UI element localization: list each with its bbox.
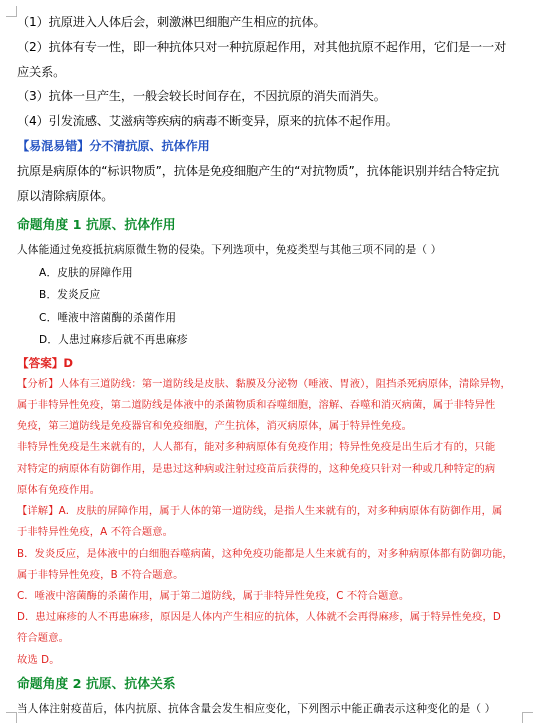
- knowledge-item: （3）抗体一旦产生，一般会较长时间存在，不因抗原的消失而消失。: [17, 89, 386, 104]
- angle-1-heading: 命题角度 1 抗原、抗体作用: [17, 218, 176, 234]
- option-b: B．发炎反应: [39, 289, 101, 302]
- knowledge-item: （2）抗体有专一性，即一种抗体只对一种抗原起作用，对其他抗原不起作用，它们是一一对: [17, 39, 507, 54]
- analysis-line: 原体有免疫作用。: [17, 483, 101, 496]
- confusion-title: 【易混易错】分不清抗原、抗体作用: [17, 138, 210, 153]
- angle-2-section: [17, 671, 523, 721]
- document-content: [17, 10, 523, 720]
- detail-line: 属于非特异性免疫，B 不符合题意。: [17, 568, 184, 581]
- analysis-line: 属于非特异性免疫，第二道防线是体液中的杀菌物质和吞噬细胞，溶解、吞噬和消灭病菌，属于非特异性: [17, 399, 496, 412]
- option-d: D．人患过麻疹后就不再患麻疹: [39, 334, 188, 347]
- page-corner-mark-top-left: [6, 6, 17, 17]
- detail-line: C．唾液中溶菌酶的杀菌作用，属于第二道防线，属于非特异性免疫，C 不符合题意。: [17, 589, 410, 602]
- knowledge-item: （1）抗原进入人体后会，刺激淋巴细胞产生相应的抗体。: [17, 15, 326, 29]
- page-corner-mark-bottom-right: [522, 712, 533, 723]
- knowledge-item: （4）引发流感、艾滋病等疾病的病毒不断变异，原来的抗体不起作用。: [17, 114, 398, 129]
- analysis-line: 对特定的病原体有防御作用，是患过这种病或注射过疫苗后获得的，这种免疫只针对一种或几种特定的病: [17, 462, 496, 475]
- question-stem: 人体能通过免疫抵抗病原微生物的侵染。下列选项中，免疫类型与其他三项不同的是（ ）: [17, 244, 442, 257]
- analysis-line: 非特异性免疫是生来就有的，人人都有，能对多种病原体有免疫作用；特异性免疫是出生后才有的，只能: [17, 441, 496, 454]
- detail-line: 于非特异性免疫，A 不符合题意。: [17, 526, 174, 539]
- knowledge-points: [17, 10, 523, 134]
- knowledge-item: 应关系。: [17, 64, 66, 79]
- answer-line: 【答案】D: [17, 355, 73, 370]
- detail-line: D．患过麻疹的人不再患麻疹，原因是人体内产生相应的抗体，人体就不会再得麻疹，属于特异性免疫，D: [17, 611, 501, 624]
- confusion-line: 抗原是病原体的“标识物质”，抗体是免疫细胞产生的“对抗物质”，抗体能识别并结合特定抗: [17, 163, 500, 178]
- analysis-line: 免疫，第三道防线是免疫器官和免疫细胞，产生抗体，消灭病原体，属于特异性免疫。: [17, 420, 413, 433]
- option-c: C．唾液中溶菌酶的杀菌作用: [39, 311, 177, 324]
- angle-1-section: [17, 212, 523, 670]
- detail-line: 故选 D。: [17, 653, 60, 666]
- detail-line: 【详解】A．皮肤的屏障作用，属于人体的第一道防线，是指人生来就有的，对多种病原体有防御作用，属: [17, 505, 503, 518]
- detail-line: 符合题意。: [17, 632, 69, 645]
- confusion-line: 原以清除病原体。: [17, 188, 114, 203]
- confusion-section: [17, 134, 523, 208]
- analysis-block: [17, 374, 523, 501]
- analysis-line: 【分析】人体有三道防线：第一道防线是皮肤、黏膜及分泌物（唾液、胃液），阻挡杀死病原体，清除异物，: [17, 377, 511, 390]
- detail-block: [17, 501, 523, 671]
- option-a: A．皮肤的屏障作用: [39, 266, 133, 279]
- angle-2-heading: 命题角度 2 抗原、抗体关系: [17, 676, 176, 692]
- detail-line: B．发炎反应，是体液中的白细胞吞噬病菌，这种免疫功能都是人生来就有的，对多种病原体都有防御功能，: [17, 547, 513, 560]
- page-corner-mark-bottom-left: [6, 712, 17, 723]
- question-stem-2: 当人体注射疫苗后，体内抗原、抗体含量会发生相应变化，下列图示中能正确表示这种变化的是（ ）: [17, 702, 496, 715]
